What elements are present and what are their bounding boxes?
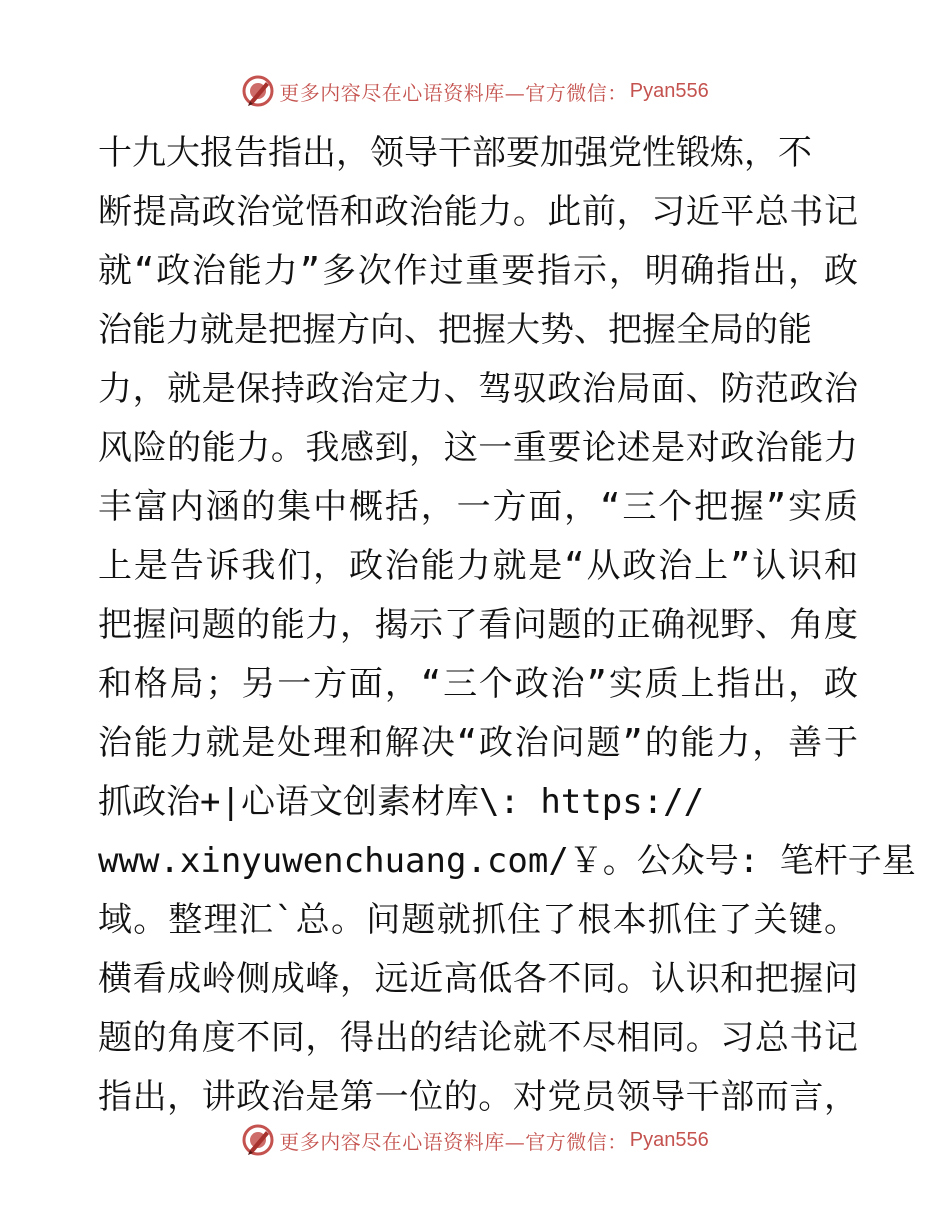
text-line: 就“政治能力”多次作过重要指示，明确指出，政 <box>98 251 858 291</box>
text-line: 治能力就是处理和解决“政治问题”的能力，善于 <box>98 723 858 763</box>
document-body <box>98 124 916 1127</box>
wechat-id: Pyan556 <box>629 1128 709 1151</box>
text-line: 横看成岭侧成峰，远近高低各不同。认识和把握问 <box>98 959 858 999</box>
text-line: 指出，讲政治是第一位的。对党员领导干部而言， <box>98 1077 858 1117</box>
text-line: 力，就是保持政治定力、驾驭政治局面、防范政治 <box>98 369 858 409</box>
footer-watermark-banner <box>0 1120 950 1160</box>
text-line: 上是告诉我们，政治能力就是“从政治上”认识和 <box>98 546 858 586</box>
text-line: 丰富内涵的集中概括，一方面，“三个把握”实质 <box>98 487 858 527</box>
banner-title: 更多内容尽在心语资料库—官方微信： <box>279 1129 628 1154</box>
text-line: 题的角度不同，得出的结论就不尽相同。习总书记 <box>98 1018 858 1058</box>
wechat-id: Pyan556 <box>629 79 709 102</box>
text-line: 风险的能力。我感到，这一重要论述是对政治能力 <box>98 428 858 468</box>
text-line: 治能力就是把握方向、把握大势、把握全局的能 <box>98 310 812 350</box>
header-watermark-banner <box>0 71 950 111</box>
banner-title: 更多内容尽在心语资料库—官方微信： <box>279 80 628 105</box>
text-line: 抓政治+|心语文创素材库\: https:// <box>98 782 705 822</box>
red-circle-pen-logo-icon <box>241 1123 275 1157</box>
red-circle-pen-logo-icon <box>241 74 275 108</box>
text-line: 和格局；另一方面，“三个政治”实质上指出，政 <box>98 664 858 704</box>
text-line: 把握问题的能力，揭示了看问题的正确视野、角度 <box>98 605 858 645</box>
text-line: 十九大报告指出，领导干部要加强党性锻炼，不 <box>98 133 812 173</box>
text-line: 断提高政治觉悟和政治能力。此前，习近平总书记 <box>98 192 858 232</box>
text-line: 域。整理汇`总。问题就抓住了根本抓住了关键。 <box>98 900 858 940</box>
text-line: www.xinyuwenchuang.com/￥。公众号: 笔杆子星 <box>98 841 916 881</box>
